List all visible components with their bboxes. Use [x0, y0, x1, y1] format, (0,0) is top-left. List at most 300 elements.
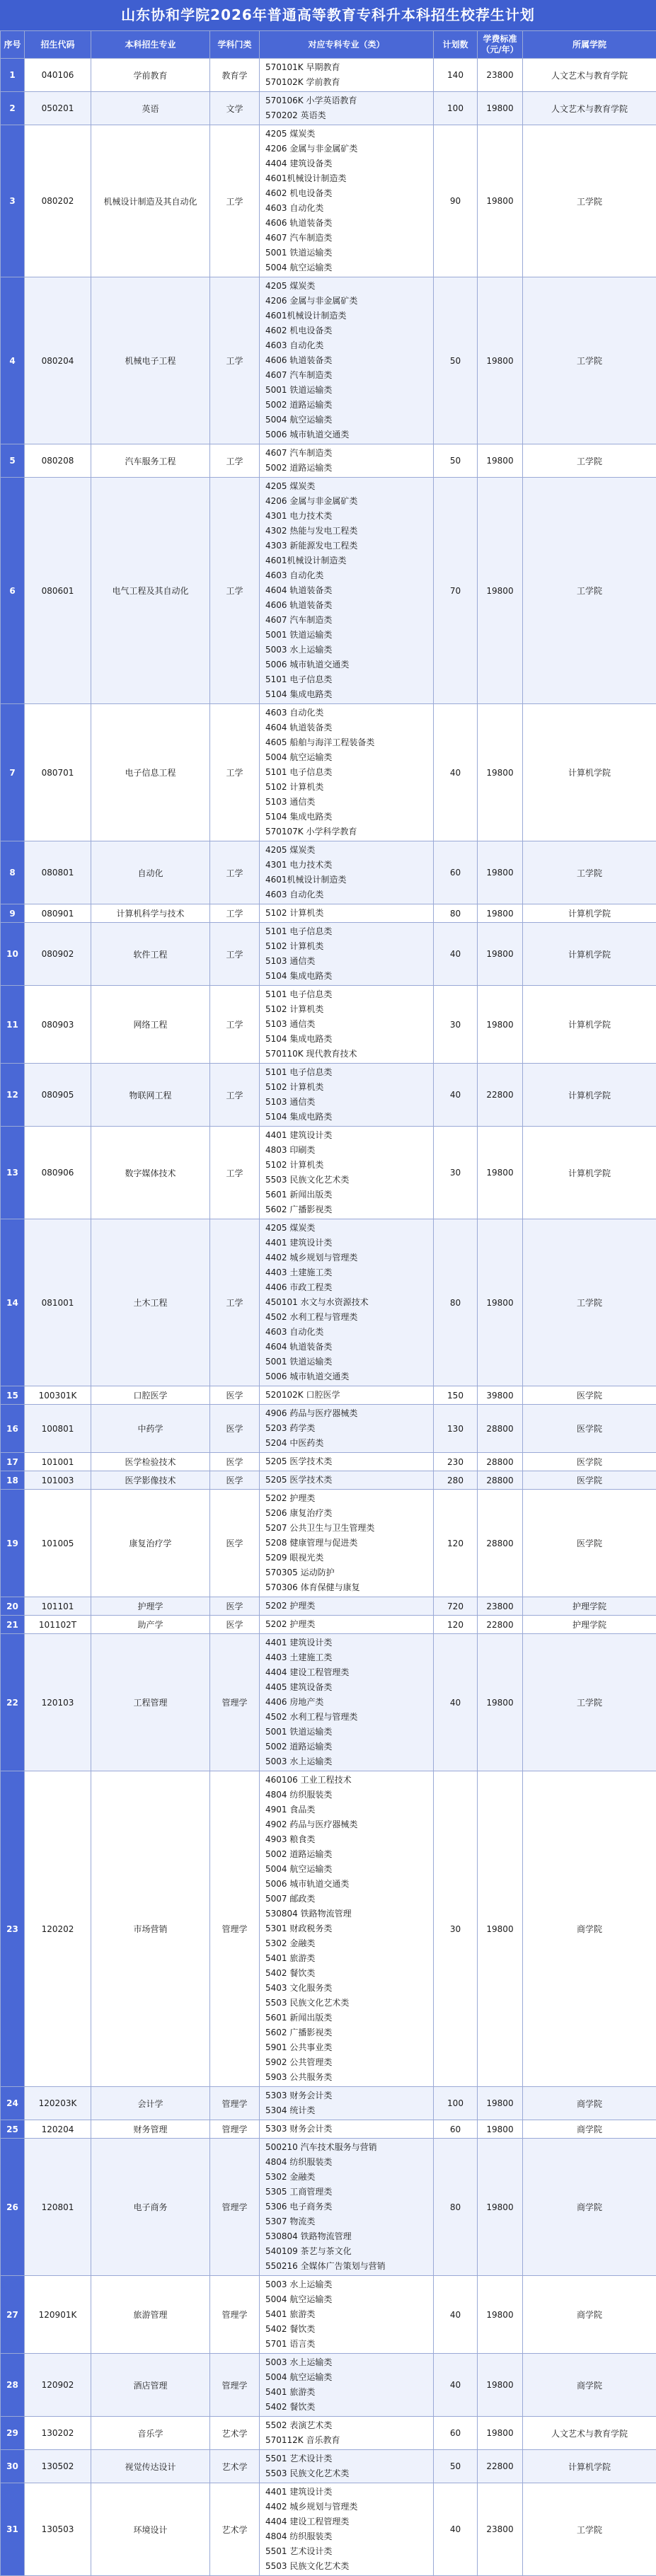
row-category: 管理学 — [210, 2139, 260, 2276]
row-seq: 14 — [1, 1219, 25, 1386]
row-related-majors — [260, 904, 434, 923]
related-major-item: 5205 医学技术类 — [265, 1454, 430, 1469]
related-major-item: 5102 计算机类 — [265, 939, 430, 954]
row-fee: 19800 — [478, 478, 523, 704]
related-major-item: 5202 护理类 — [265, 1491, 430, 1506]
row-major: 酒店管理 — [91, 2354, 210, 2417]
related-major-item: 4601机械设计制造类 — [265, 171, 430, 186]
related-major-item: 5006 城市轨道交通类 — [265, 1877, 430, 1892]
related-major-item: 5003 水上运输类 — [265, 2355, 430, 2370]
row-fee: 28800 — [478, 1471, 523, 1490]
row-code: 100801 — [25, 1405, 91, 1453]
row-related-majors — [260, 444, 434, 478]
row-college: 计算机学院 — [523, 1127, 656, 1219]
row-category: 工学 — [210, 125, 260, 277]
related-major-item: 570202 英语类 — [265, 108, 430, 123]
related-major-item: 4404 建设工程管理类 — [265, 2514, 430, 2529]
related-major-item: 5306 电子商务类 — [265, 2200, 430, 2214]
row-plan: 40 — [434, 1064, 478, 1127]
related-major-item: 4903 粮食类 — [265, 1832, 430, 1847]
header-code: 招生代码 — [25, 31, 91, 59]
row-related-majors — [260, 2120, 434, 2139]
row-major: 电子商务 — [91, 2139, 210, 2276]
related-major-item: 5202 护理类 — [265, 1599, 430, 1614]
related-major-item: 5102 计算机类 — [265, 906, 430, 921]
related-major-item: 5401 旅游类 — [265, 1951, 430, 1966]
row-college: 计算机学院 — [523, 704, 656, 841]
related-major-item: 450101 水文与水资源技术 — [265, 1295, 430, 1310]
row-plan: 40 — [434, 2276, 478, 2354]
row-seq: 4 — [1, 277, 25, 444]
row-college: 工学院 — [523, 841, 656, 904]
related-major-item: 4607 汽车制造类 — [265, 446, 430, 461]
row-major: 物联网工程 — [91, 1064, 210, 1127]
table-row — [1, 2139, 656, 2276]
row-fee: 28800 — [478, 1490, 523, 1597]
related-major-item: 5304 统计类 — [265, 2103, 430, 2118]
row-plan: 50 — [434, 277, 478, 444]
row-related-majors — [260, 1634, 434, 1771]
row-category: 工学 — [210, 1219, 260, 1386]
row-major: 市场营销 — [91, 1771, 210, 2087]
row-related-majors — [260, 2354, 434, 2417]
row-plan: 30 — [434, 986, 478, 1064]
row-major: 旅游管理 — [91, 2276, 210, 2354]
row-college: 商学院 — [523, 2139, 656, 2276]
related-major-item: 5701 语言类 — [265, 2337, 430, 2352]
related-major-item: 5004 航空运输类 — [265, 260, 430, 275]
row-seq: 15 — [1, 1386, 25, 1405]
row-major: 护理学 — [91, 1597, 210, 1616]
row-fee: 19800 — [478, 1771, 523, 2087]
row-fee: 19800 — [478, 986, 523, 1064]
related-major-item: 5102 计算机类 — [265, 780, 430, 795]
row-fee: 22800 — [478, 1616, 523, 1634]
related-major-item: 5501 艺术设计类 — [265, 2544, 430, 2559]
row-plan: 60 — [434, 2120, 478, 2139]
related-major-item: 4205 煤炭类 — [265, 127, 430, 142]
row-code: 080903 — [25, 986, 91, 1064]
row-fee: 19800 — [478, 125, 523, 277]
row-seq: 19 — [1, 1490, 25, 1597]
row-related-majors — [260, 92, 434, 125]
row-seq: 11 — [1, 986, 25, 1064]
related-major-item: 5001 铁道运输类 — [265, 628, 430, 643]
row-code: 120902 — [25, 2354, 91, 2417]
row-major: 汽车服务工程 — [91, 444, 210, 478]
related-major-item: 500210 汽车技术服务与营销 — [265, 2140, 430, 2155]
table-header-row — [1, 31, 656, 59]
row-category: 管理学 — [210, 2087, 260, 2120]
related-major-item: 5102 计算机类 — [265, 1002, 430, 1017]
row-college: 商学院 — [523, 2276, 656, 2354]
related-major-item: 5004 航空运输类 — [265, 413, 430, 427]
related-major-item: 5004 航空运输类 — [265, 2292, 430, 2307]
table-row — [1, 841, 656, 904]
row-major: 英语 — [91, 92, 210, 125]
related-major-item: 5001 铁道运输类 — [265, 246, 430, 260]
related-major-item: 4206 金属与非金属矿类 — [265, 142, 430, 156]
row-plan: 120 — [434, 1490, 478, 1597]
row-seq: 6 — [1, 478, 25, 704]
row-related-majors — [260, 1386, 434, 1405]
header-category: 学科门类 — [210, 31, 260, 59]
related-major-item: 5302 金融类 — [265, 2170, 430, 2185]
row-code: 120204 — [25, 2120, 91, 2139]
row-category: 医学 — [210, 1386, 260, 1405]
table-row — [1, 904, 656, 923]
row-related-majors — [260, 1453, 434, 1471]
related-major-item: 570107K 小学科学教育 — [265, 824, 430, 839]
related-major-item: 5104 集成电路类 — [265, 810, 430, 824]
row-major: 康复治疗学 — [91, 1490, 210, 1597]
row-seq: 5 — [1, 444, 25, 478]
row-fee: 19800 — [478, 1634, 523, 1771]
related-major-item: 5002 道路运输类 — [265, 461, 430, 476]
row-college: 工学院 — [523, 1634, 656, 1771]
row-related-majors — [260, 1471, 434, 1490]
row-category: 医学 — [210, 1490, 260, 1597]
row-plan: 100 — [434, 2087, 478, 2120]
related-major-item: 5104 集成电路类 — [265, 1032, 430, 1047]
header-college: 所属学院 — [523, 31, 656, 59]
row-seq: 9 — [1, 904, 25, 923]
related-major-item: 4401 建筑设计类 — [265, 1128, 430, 1143]
row-plan: 60 — [434, 2417, 478, 2450]
row-seq: 12 — [1, 1064, 25, 1127]
related-major-item: 4601机械设计制造类 — [265, 309, 430, 323]
row-fee: 19800 — [478, 444, 523, 478]
table-row — [1, 444, 656, 478]
table-row — [1, 1634, 656, 1771]
row-plan: 80 — [434, 1219, 478, 1386]
row-code: 080601 — [25, 478, 91, 704]
row-seq: 29 — [1, 2417, 25, 2450]
related-major-item: 570110K 现代教育技术 — [265, 1047, 430, 1062]
related-major-item: 530804 铁路物流管理 — [265, 1907, 430, 1921]
related-major-item: 5104 集成电路类 — [265, 969, 430, 984]
row-college: 工学院 — [523, 444, 656, 478]
row-seq: 17 — [1, 1453, 25, 1471]
related-major-item: 5601 新闻出版类 — [265, 2011, 430, 2025]
row-category: 管理学 — [210, 2276, 260, 2354]
row-plan: 150 — [434, 1386, 478, 1405]
row-plan: 90 — [434, 125, 478, 277]
related-major-item: 5901 公共事业类 — [265, 2040, 430, 2055]
row-related-majors — [260, 1616, 434, 1634]
row-category: 工学 — [210, 1127, 260, 1219]
row-category: 管理学 — [210, 2354, 260, 2417]
related-major-item: 4604 轨道装备类 — [265, 1340, 430, 1355]
row-category: 医学 — [210, 1616, 260, 1634]
row-code: 080901 — [25, 904, 91, 923]
row-seq: 8 — [1, 841, 25, 904]
row-category: 艺术学 — [210, 2417, 260, 2450]
related-major-item: 4205 煤炭类 — [265, 1221, 430, 1236]
related-major-item: 4804 纺织服装类 — [265, 2155, 430, 2170]
row-seq: 10 — [1, 923, 25, 986]
related-major-item: 4607 汽车制造类 — [265, 231, 430, 246]
header-related-majors: 对应专科专业（类） — [260, 31, 434, 59]
related-major-item: 4404 建筑设备类 — [265, 156, 430, 171]
related-major-item: 4906 药品与医疗器械类 — [265, 1406, 430, 1421]
related-major-item: 570102K 学前教育 — [265, 75, 430, 90]
related-major-item: 5104 集成电路类 — [265, 687, 430, 702]
related-major-item: 4403 土建施工类 — [265, 1265, 430, 1280]
related-major-item: 4301 电力技术类 — [265, 858, 430, 873]
row-fee: 19800 — [478, 2276, 523, 2354]
related-major-item: 5001 铁道运输类 — [265, 1355, 430, 1369]
row-major: 医学影像技术 — [91, 1471, 210, 1490]
related-major-item: 5004 航空运输类 — [265, 750, 430, 765]
table-row — [1, 125, 656, 277]
row-code: 120901K — [25, 2276, 91, 2354]
related-major-item: 5002 道路运输类 — [265, 1740, 430, 1754]
row-plan: 40 — [434, 2483, 478, 2576]
row-plan: 130 — [434, 1405, 478, 1453]
row-fee: 22800 — [478, 1064, 523, 1127]
row-code: 080905 — [25, 1064, 91, 1127]
row-seq: 24 — [1, 2087, 25, 2120]
table-row — [1, 1453, 656, 1471]
row-fee: 19800 — [478, 2139, 523, 2276]
related-major-item: 5101 电子信息类 — [265, 1065, 430, 1080]
row-code: 050201 — [25, 92, 91, 125]
table-row — [1, 2483, 656, 2576]
row-fee: 23800 — [478, 59, 523, 92]
related-major-item: 5003 水上运输类 — [265, 2277, 430, 2292]
related-major-item: 4401 建筑设计类 — [265, 1635, 430, 1650]
related-major-item: 4607 汽车制造类 — [265, 613, 430, 628]
row-code: 081001 — [25, 1219, 91, 1386]
related-major-item: 570101K 早期教育 — [265, 60, 430, 75]
row-plan: 70 — [434, 478, 478, 704]
related-major-item: 5203 药学类 — [265, 1421, 430, 1436]
related-major-item: 4604 轨道装备类 — [265, 720, 430, 735]
row-major: 医学检验技术 — [91, 1453, 210, 1471]
row-major: 电子信息工程 — [91, 704, 210, 841]
related-major-item: 5501 艺术设计类 — [265, 2451, 430, 2466]
row-category: 工学 — [210, 1064, 260, 1127]
row-related-majors — [260, 59, 434, 92]
row-seq: 7 — [1, 704, 25, 841]
related-major-item: 5503 民族文化艺术类 — [265, 2559, 430, 2574]
row-fee: 19800 — [478, 2087, 523, 2120]
row-code: 120202 — [25, 1771, 91, 2087]
related-major-item: 4606 轨道装备类 — [265, 353, 430, 368]
row-related-majors — [260, 2087, 434, 2120]
row-code: 130202 — [25, 2417, 91, 2450]
row-category: 管理学 — [210, 1771, 260, 2087]
related-major-item: 5601 新闻出版类 — [265, 1188, 430, 1202]
table-row — [1, 704, 656, 841]
row-seq: 13 — [1, 1127, 25, 1219]
related-major-item: 4603 自动化类 — [265, 201, 430, 216]
row-college: 商学院 — [523, 2120, 656, 2139]
related-major-item: 4607 汽车制造类 — [265, 368, 430, 383]
related-major-item: 4205 煤炭类 — [265, 843, 430, 858]
row-code: 101101 — [25, 1597, 91, 1616]
related-major-item: 4401 建筑设计类 — [265, 1236, 430, 1250]
row-college: 计算机学院 — [523, 904, 656, 923]
related-major-item: 4403 土建施工类 — [265, 1650, 430, 1665]
row-code: 130502 — [25, 2450, 91, 2483]
row-category: 医学 — [210, 1453, 260, 1471]
row-fee: 19800 — [478, 904, 523, 923]
row-college: 医学院 — [523, 1386, 656, 1405]
row-plan: 50 — [434, 444, 478, 478]
table-row — [1, 92, 656, 125]
row-seq: 21 — [1, 1616, 25, 1634]
row-major: 自动化 — [91, 841, 210, 904]
row-college: 医学院 — [523, 1471, 656, 1490]
related-major-item: 530804 铁路物流管理 — [265, 2229, 430, 2244]
related-major-item: 5402 餐饮类 — [265, 2400, 430, 2415]
related-major-item: 5403 文化服务类 — [265, 1981, 430, 1996]
row-plan: 140 — [434, 59, 478, 92]
row-seq: 26 — [1, 2139, 25, 2276]
row-major: 机械设计制造及其自动化 — [91, 125, 210, 277]
row-college: 商学院 — [523, 2087, 656, 2120]
table-body — [1, 59, 656, 2576]
row-college: 人文艺术与教育学院 — [523, 92, 656, 125]
row-seq: 27 — [1, 2276, 25, 2354]
related-major-item: 4401 建筑设计类 — [265, 2485, 430, 2500]
row-major: 口腔医学 — [91, 1386, 210, 1405]
related-major-item: 5101 电子信息类 — [265, 987, 430, 1002]
row-major: 软件工程 — [91, 923, 210, 986]
row-seq: 16 — [1, 1405, 25, 1453]
row-fee: 23800 — [478, 1597, 523, 1616]
row-plan: 40 — [434, 1634, 478, 1771]
related-major-item: 4603 自动化类 — [265, 338, 430, 353]
related-major-item: 4604 轨道装备类 — [265, 583, 430, 598]
row-fee: 39800 — [478, 1386, 523, 1405]
table-row — [1, 1616, 656, 1634]
table-row — [1, 1064, 656, 1127]
row-college: 护理学院 — [523, 1597, 656, 1616]
row-plan: 230 — [434, 1453, 478, 1471]
row-related-majors — [260, 2276, 434, 2354]
table-row — [1, 1219, 656, 1386]
related-major-item: 5303 财务会计类 — [265, 2088, 430, 2103]
related-major-item: 4603 自动化类 — [265, 1325, 430, 1340]
row-plan: 40 — [434, 2354, 478, 2417]
row-category: 医学 — [210, 1471, 260, 1490]
row-major: 环境设计 — [91, 2483, 210, 2576]
related-major-item: 5302 金融类 — [265, 1936, 430, 1951]
row-college: 计算机学院 — [523, 1064, 656, 1127]
row-related-majors — [260, 2450, 434, 2483]
row-seq: 1 — [1, 59, 25, 92]
related-major-item: 5305 工商管理类 — [265, 2185, 430, 2200]
row-category: 工学 — [210, 704, 260, 841]
related-major-item: 550216 全媒体广告策划与营销 — [265, 2259, 430, 2274]
related-major-item: 5206 康复治疗类 — [265, 1506, 430, 1521]
row-college: 商学院 — [523, 2354, 656, 2417]
row-category: 工学 — [210, 841, 260, 904]
related-major-item: 5902 公共管理类 — [265, 2055, 430, 2070]
related-major-item: 4602 机电设备类 — [265, 323, 430, 338]
row-code: 080801 — [25, 841, 91, 904]
row-code: 101005 — [25, 1490, 91, 1597]
row-seq: 28 — [1, 2354, 25, 2417]
row-college: 工学院 — [523, 1219, 656, 1386]
related-major-item: 4804 纺织服装类 — [265, 1788, 430, 1802]
row-related-majors — [260, 2139, 434, 2276]
row-seq: 2 — [1, 92, 25, 125]
row-category: 艺术学 — [210, 2450, 260, 2483]
row-code: 080208 — [25, 444, 91, 478]
related-major-item: 4606 轨道装备类 — [265, 598, 430, 613]
row-seq: 3 — [1, 125, 25, 277]
row-college: 计算机学院 — [523, 2450, 656, 2483]
row-fee: 19800 — [478, 92, 523, 125]
row-college: 医学院 — [523, 1405, 656, 1453]
row-major: 助产学 — [91, 1616, 210, 1634]
related-major-item: 4406 市政工程类 — [265, 1280, 430, 1295]
related-major-item: 5205 医学技术类 — [265, 1473, 430, 1488]
table-row — [1, 1386, 656, 1405]
row-major: 电气工程及其自动化 — [91, 478, 210, 704]
row-seq: 22 — [1, 1634, 25, 1771]
admission-plan-table — [0, 30, 656, 2576]
row-code: 101003 — [25, 1471, 91, 1490]
table-row — [1, 277, 656, 444]
related-major-item: 5004 航空运输类 — [265, 2370, 430, 2385]
related-major-item: 5401 旅游类 — [265, 2307, 430, 2322]
related-major-item: 5103 通信类 — [265, 1095, 430, 1110]
row-college: 工学院 — [523, 478, 656, 704]
related-major-item: 4603 自动化类 — [265, 706, 430, 720]
related-major-item: 5102 计算机类 — [265, 1158, 430, 1173]
related-major-item: 4405 建筑设备类 — [265, 1680, 430, 1695]
row-code: 120203K — [25, 2087, 91, 2120]
related-major-item: 5006 城市轨道交通类 — [265, 427, 430, 442]
related-major-item: 5602 广播影视类 — [265, 1202, 430, 1217]
row-code: 120801 — [25, 2139, 91, 2276]
row-category: 艺术学 — [210, 2483, 260, 2576]
related-major-item: 5006 城市轨道交通类 — [265, 1369, 430, 1384]
related-major-item: 5102 计算机类 — [265, 1080, 430, 1095]
related-major-item: 4902 药品与医疗器械类 — [265, 1817, 430, 1832]
table-row — [1, 1597, 656, 1616]
row-related-majors — [260, 2483, 434, 2576]
row-college: 医学院 — [523, 1490, 656, 1597]
related-major-item: 540109 茶艺与茶文化 — [265, 2244, 430, 2259]
table-row — [1, 923, 656, 986]
row-college: 工学院 — [523, 125, 656, 277]
row-category: 医学 — [210, 1405, 260, 1453]
related-major-item: 5903 公共服务类 — [265, 2070, 430, 2085]
row-related-majors — [260, 125, 434, 277]
related-major-item: 4601机械设计制造类 — [265, 873, 430, 887]
related-major-item: 5007 邮政类 — [265, 1892, 430, 1907]
related-major-item: 5004 航空运输类 — [265, 1862, 430, 1877]
header-plan: 计划数 — [434, 31, 478, 59]
row-code: 080902 — [25, 923, 91, 986]
row-code: 040106 — [25, 59, 91, 92]
row-plan: 280 — [434, 1471, 478, 1490]
related-major-item: 5003 水上运输类 — [265, 1754, 430, 1769]
row-major: 网络工程 — [91, 986, 210, 1064]
row-category: 工学 — [210, 904, 260, 923]
related-major-item: 5101 电子信息类 — [265, 924, 430, 939]
row-related-majors — [260, 1064, 434, 1127]
row-major: 会计学 — [91, 2087, 210, 2120]
row-related-majors — [260, 1127, 434, 1219]
row-major: 数字媒体技术 — [91, 1127, 210, 1219]
